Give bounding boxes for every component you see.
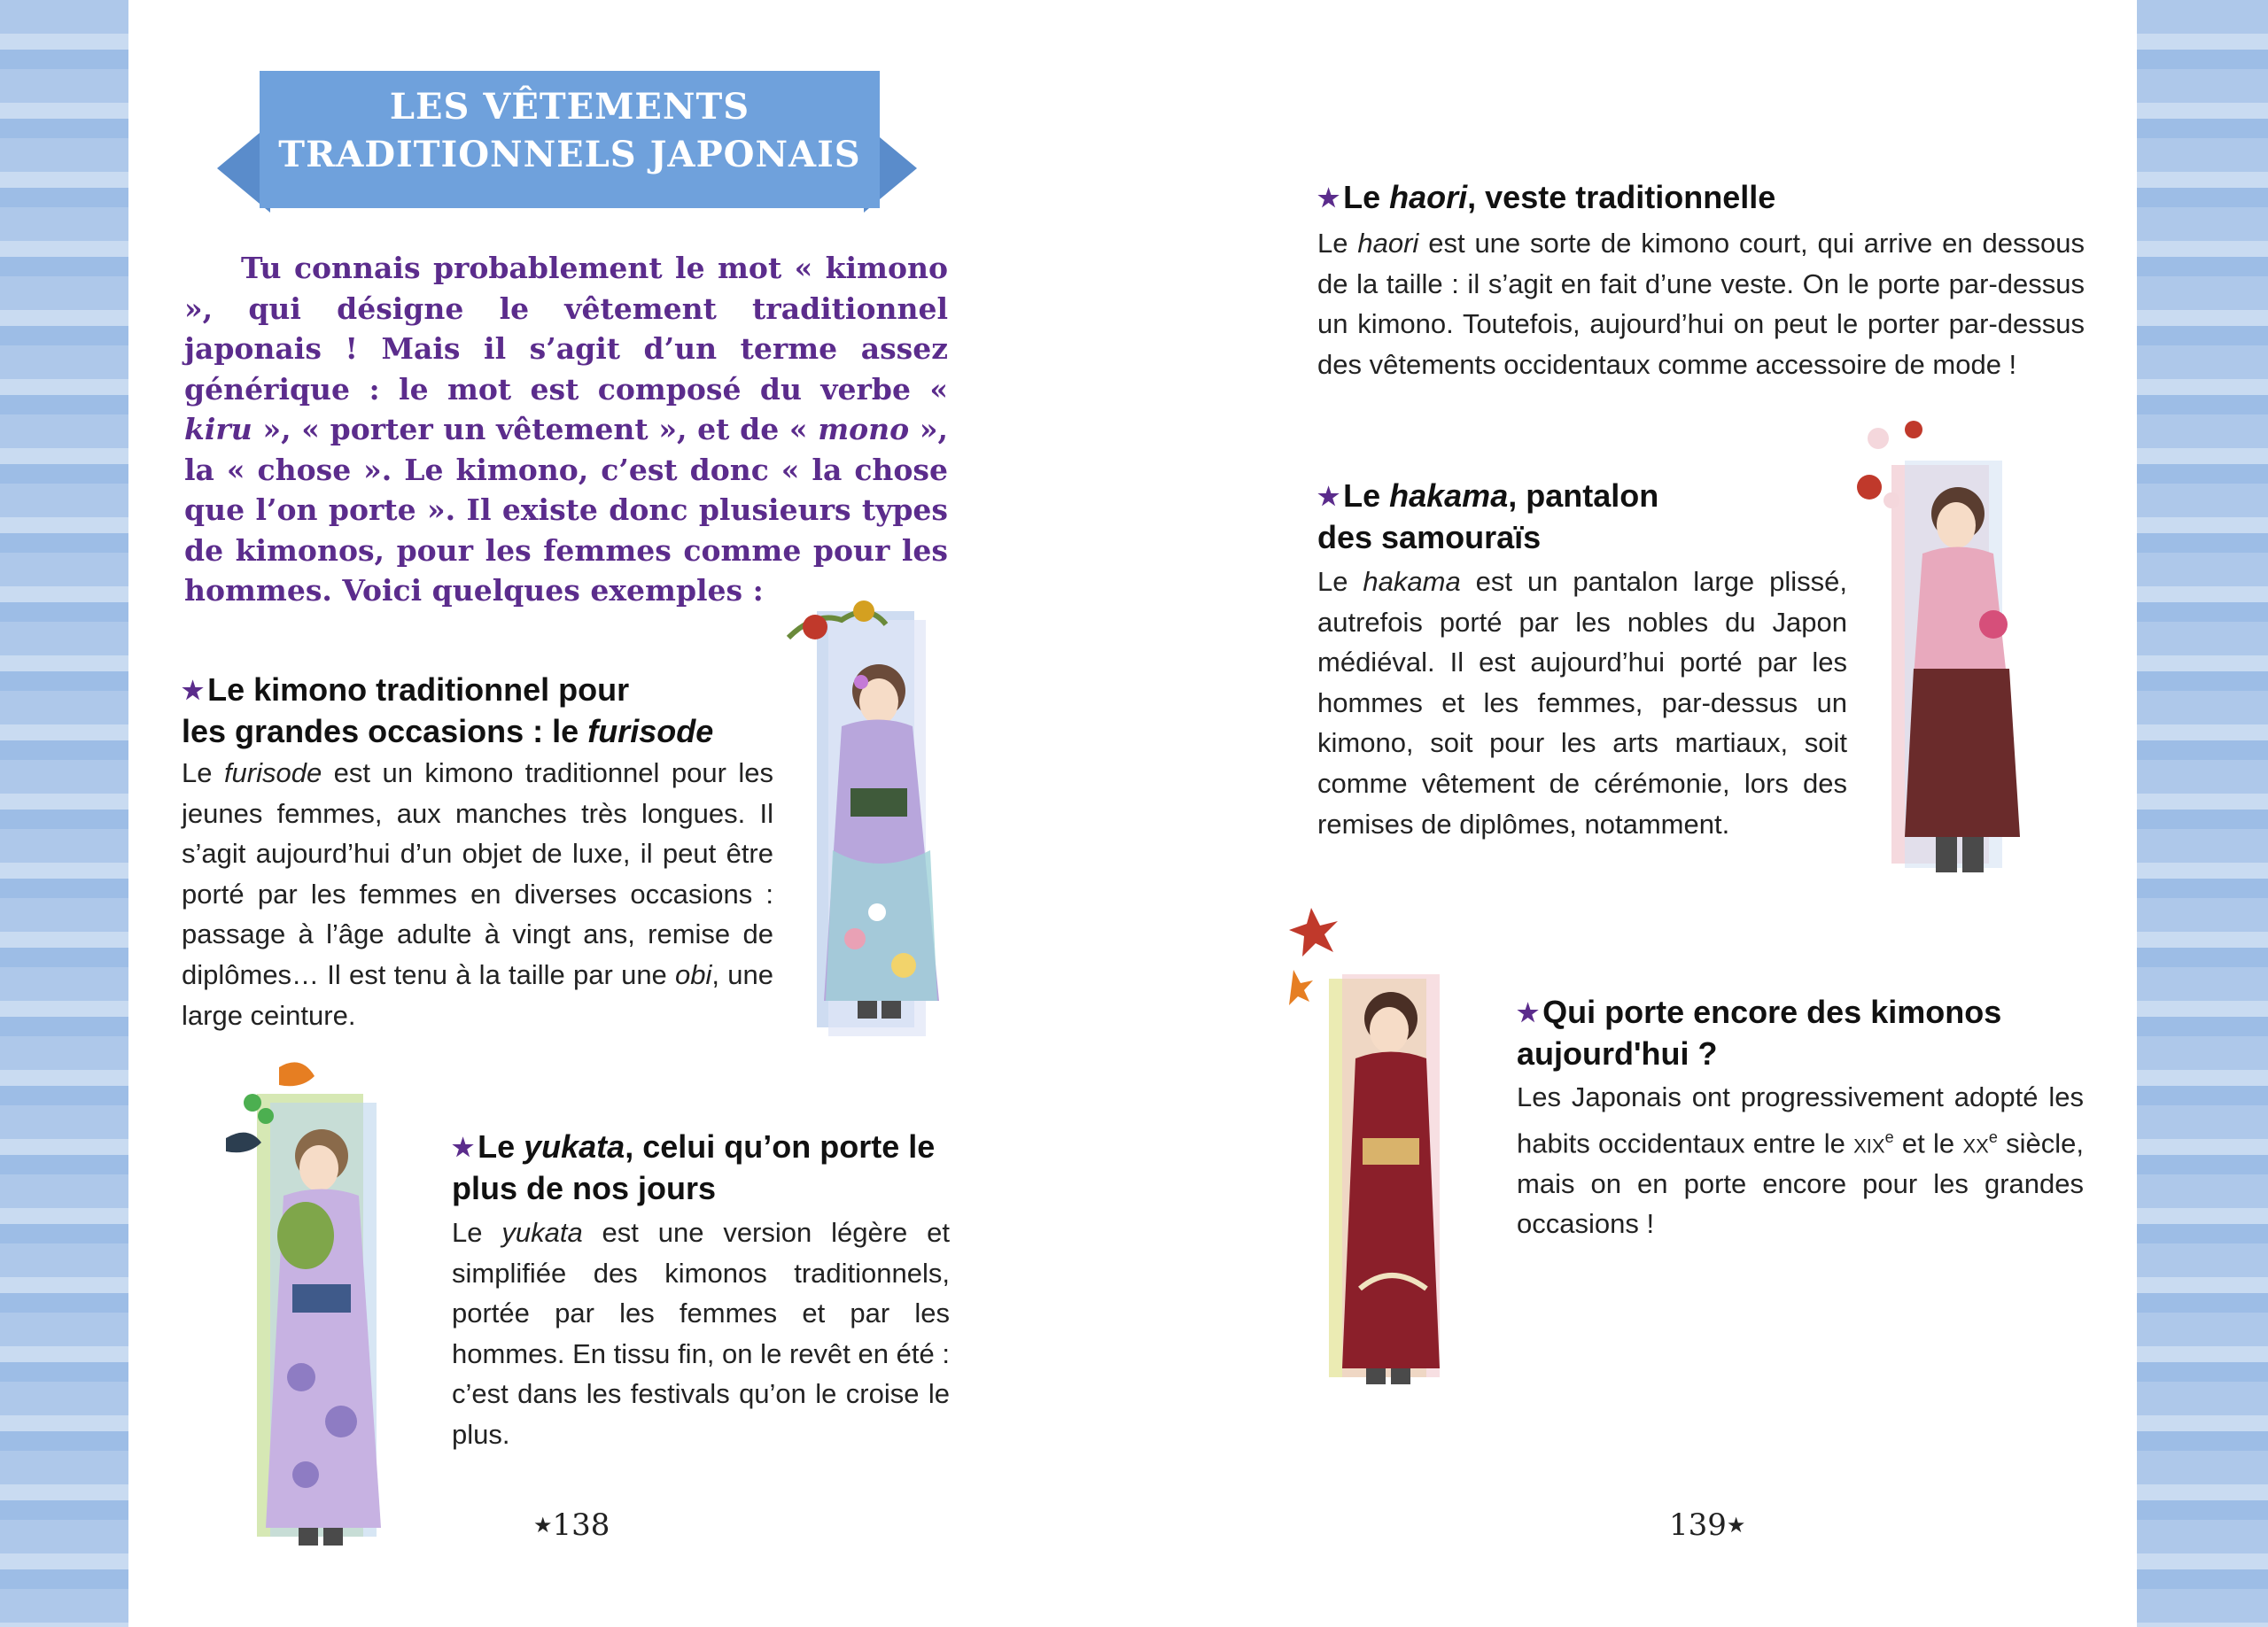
kimono-woman-illustration [1285, 899, 1488, 1408]
page-number-right-value: 139 [1669, 1507, 1727, 1543]
yukata-text-2: est une version légère et simplifiée des kimonos traditionnels, portée par les femmes et par les hommes. En tissu fin, on le revêt en été : c’est dans les festivals qu’on le croise le plus. [452, 1217, 950, 1450]
today-text-1: Les Japonais ont progressivement adopté les habits occidentaux entre le [1517, 1081, 2084, 1158]
star-icon: ★ [1317, 483, 1340, 510]
obi-term: obi [675, 958, 712, 990]
haori-heading [1317, 177, 2044, 219]
today-text-2: et le [1893, 1127, 1963, 1158]
furisode-woman-illustration [780, 585, 975, 1063]
haori-heading-text-2: , veste traditionnelle [1467, 179, 1776, 215]
yukata-woman-illustration [217, 1050, 421, 1568]
hakama-heading-line-2: des samouraïs [1317, 519, 1542, 555]
furisode-term: furisode [223, 757, 322, 788]
star-icon: ★ [533, 1513, 553, 1538]
intro-term-kiru: kiru [184, 412, 252, 446]
haori-heading-text-1: Le [1343, 179, 1390, 215]
hakama-woman-illustration [1852, 412, 2055, 921]
furisode-text-2: est un kimono traditionnel pour les jeunes femmes, aux manches très longues. Il s’agit aujourd’hui d’un objet de luxe, il peut être porté par les femmes en diverses occasions : passage à l’âge adulte à vingt ans, remise de diplômes… Il est tenu à la taille par une [182, 757, 773, 990]
title-line-1: LES VÊTEMENTS [389, 86, 750, 128]
hakama-text [1317, 562, 1847, 844]
title-banner [217, 71, 917, 208]
hakama-heading-text-2: , pantalon [1508, 477, 1659, 514]
hakama-heading-term: hakama [1389, 477, 1509, 514]
hakama-heading-text-1: Le [1343, 477, 1390, 514]
star-icon: ★ [1317, 184, 1340, 212]
left-page-edge-decoration [0, 0, 128, 1627]
intro-paragraph [184, 248, 948, 611]
today-heading-line-2: aujourd'hui ? [1517, 1035, 1718, 1072]
haori-heading-term: haori [1389, 179, 1468, 215]
haori-text-2: est une sorte de kimono court, qui arrive en dessous de la taille : il s’agit en fait d’une veste. On le porte par-dessus un kimono. Toutefois, aujourd’hui on peut le porter par-dessus des vêtements occidentaux comme accessoire de mode ! [1317, 228, 2085, 380]
intro-text-3: », la « chose ». Le kimono, c’est donc « la chose que l’on porte ». Il existe donc plusieurs types de kimonos, pour les femmes comme pour les hommes. Voici quelques exemples : [184, 412, 948, 608]
yukata-term: yukata [501, 1217, 583, 1248]
century-20-sup: e [1988, 1127, 1998, 1146]
yukata-heading [452, 1127, 966, 1209]
century-20: xx [1962, 1127, 1989, 1158]
intro-text-1: Tu connais probablement le mot « kimono », qui désigne le vêtement traditionnel japonais ! Mais il s’agit d’un terme assez générique : le mot est composé du verbe « [184, 251, 948, 407]
right-page-edge-decoration [2137, 0, 2268, 1627]
page-number-left-value: 138 [552, 1507, 610, 1543]
hakama-heading [1317, 476, 1849, 558]
yukata-heading-term: yukata [524, 1128, 625, 1165]
haori-text-1: Le [1317, 228, 1358, 259]
haori-term: haori [1357, 228, 1419, 259]
yukata-text-1: Le [452, 1217, 502, 1248]
star-icon: ★ [452, 1134, 475, 1161]
star-icon: ★ [1517, 999, 1540, 1027]
furisode-heading [182, 670, 784, 752]
century-19: xix [1853, 1127, 1885, 1158]
title-line-2: TRADITIONNELS JAPONAIS [278, 134, 861, 175]
hakama-term: hakama [1363, 566, 1461, 597]
hakama-text-2: est un pantalon large plissé, autrefois porté par les nobles du Japon médiéval. Il est aujourd’hui porté par les hommes et les femmes, par-dessus un kimono, soit pour les arts martiaux, soit comme vêtement de cérémonie, lors des remises de diplômes, notamment. [1317, 566, 1847, 840]
yukata-heading-text-2: , celui qu’on porte le plus de nos jours [452, 1128, 936, 1206]
today-text [1517, 1077, 2084, 1244]
furisode-text [182, 753, 773, 1035]
century-19-sup: e [1884, 1127, 1894, 1146]
furisode-heading-term: furisode [587, 713, 714, 749]
furisode-text-3: , une large ceinture. [182, 958, 773, 1031]
page-number-left [533, 1507, 610, 1543]
page-number-right [1669, 1507, 1745, 1543]
haori-text [1317, 223, 2085, 384]
furisode-heading-line-1: Le kimono traditionnel pour [207, 671, 630, 708]
star-icon: ★ [182, 677, 205, 704]
furisode-heading-line-2: les grandes occasions : le [182, 713, 588, 749]
today-heading [1517, 992, 2093, 1074]
furisode-text-1: Le [182, 757, 224, 788]
hakama-text-1: Le [1317, 566, 1363, 597]
star-icon: ★ [1726, 1513, 1746, 1538]
yukata-heading-text-1: Le [478, 1128, 524, 1165]
yukata-text [452, 1213, 950, 1455]
intro-term-mono: mono [818, 412, 910, 446]
page-title [260, 83, 880, 179]
today-heading-line-1: Qui porte encore des kimonos [1542, 994, 2002, 1030]
intro-text-2: », « porter un vêtement », et de « [252, 412, 819, 446]
today-text-3: siècle, mais on en porte encore pour les grandes occasions ! [1517, 1127, 2085, 1240]
